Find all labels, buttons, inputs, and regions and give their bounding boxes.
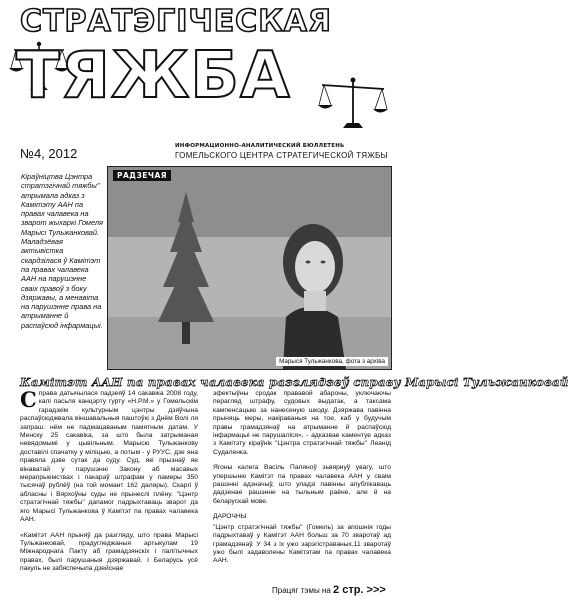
article-column-left: [20, 387, 198, 581]
photo-caption: Марыся Тульжанкова, фота з архіва: [276, 357, 388, 366]
section-heading: ДАРОЧНЫ: [213, 513, 247, 521]
bulletin-type: ИНФОРМАЦИОННО-АНАЛИТИЧЕСКИЙ БЮЛЛЕТЕНЬ: [175, 143, 345, 149]
paragraph-text: права датычылася падзеяў 14 сакавіка 2008 году, калі пасьля канцэрту гурту «Н.Р.М.» у Гомельскім гарадзкім культурным цэнтры дзяўчына распаўсюджвала віншавальныя паштоўкі з Днём Волі ля запраш. нём не падмацаваным памятным датам. У Менску 25 сакавіка, за што была затрыманая невядомымі у цывільным. Марысю Тульжанкову доставілі спачатку у міліцыю, а потым - у РУУС, дзе яна правяла дзве сутак да суду. Суд, які прызнаў яе вінаватай у парушэнні Закону аб масавых мерапрыемствах і пакараў штрафам у памеры 350 тысячаў рублёў (на той момант 162 даляры). Скаргі ў абласны і Вярхоўны суды не прынеслі плёну. "Цэнтр стратэгічнай тяжбы" дапамог падрыхтаваць зварот да яго Марысі Тульжанкова ў Камітэт па правах чалавека ААН.: [20, 390, 198, 524]
paragraph: «Камітэт ААН прыняў да разгляду, што права Марысі Тульжанковай, прадугледжаныя артыкулам 19 Міжнароднага Пакту аб грамадзянскіх і палітычных правах, былі парушаныя дзяржавай. І Беларусь усё пакуль не забяспечыла дзейснае: [20, 531, 198, 573]
masthead-line2: ТЯЖБА: [16, 39, 291, 113]
article-headline: Камітэт ААН па правах чалавека разглядзеў справу Марысі Тульжанковай: [20, 375, 569, 389]
continue-page: 2 стр. >>>: [333, 584, 386, 596]
dropcap: С: [20, 387, 37, 412]
paragraph: Ягоны калега Васіль Паляноў зьвярнуў увагу, што упершыню Камітэт па правах чалавека ААН у сваім рашэнні адзначыў, што уладзі павінны апублікаваць дадзенае рашэнне на тыльным раёне, але й на беларускай мове.: [213, 464, 391, 505]
article-column-right: [213, 390, 391, 573]
intro-text: Кіраўніцтва Цэнтра стратэгічнай тяжбы" атрымала адказ з Камітэту ААН па правах чалавека на зварот жыхаркі Гомеля Марысі Тульжанковай. Маладзёвая актывістка скардзілася ў Камітэт па правах чалавека ААН на парушэнне сваіх правоў з боку дзяржавы, а менавіта на парушэнне права на атрыманне й распаўсюд інфармацыі.: [21, 172, 103, 330]
scales-icon: [318, 75, 388, 135]
continue-link[interactable]: [272, 584, 386, 596]
photo: [107, 166, 392, 370]
continue-text: Працяг тэмы на: [272, 586, 331, 595]
paragraph: [20, 387, 198, 525]
paragraph: "Цэнтр стратэгічнай тяжбы" (Гомель) за апошнія годы падрыхтаваў у Камітэт ААН больш за 70 зваротаў ад грамадзянаў. У 34 з іх ужо зарэгістраваных,11 зваротаў ужо былі задаволены Камітэтам па правах чалавека ААН.: [213, 523, 391, 565]
issue-number: №4, 2012: [20, 146, 78, 161]
paragraph: эфектыўны сродак прававой абароны, уключаючы перагляд штрафу, судовых выдатак, а таксама кампенсацыю за нанесеную шкоду. Дзяржава павінна прыняць меры, накіраваныя на тое, каб у будучым правы грамадзянаў на атрыманне й распаўсюд інфармацыі не парушаліся», - адказвае каментуе адказ з Камітэту кіраўнік "Цэнтра стратэгічнай тяжбы" Леанід Судаленка.: [213, 390, 391, 456]
photo-tag: РАДЗЕЧАЯ: [113, 170, 171, 181]
masthead-line1: СТРАТЭГІЧЕСКАЯ: [20, 4, 333, 39]
photo-scene: [108, 167, 391, 369]
publisher-name: ГОМЕЛЬСКОГО ЦЕНТРА СТРАТЕГИЧЕСКОЙ ТЯЖБЫ: [175, 151, 388, 160]
